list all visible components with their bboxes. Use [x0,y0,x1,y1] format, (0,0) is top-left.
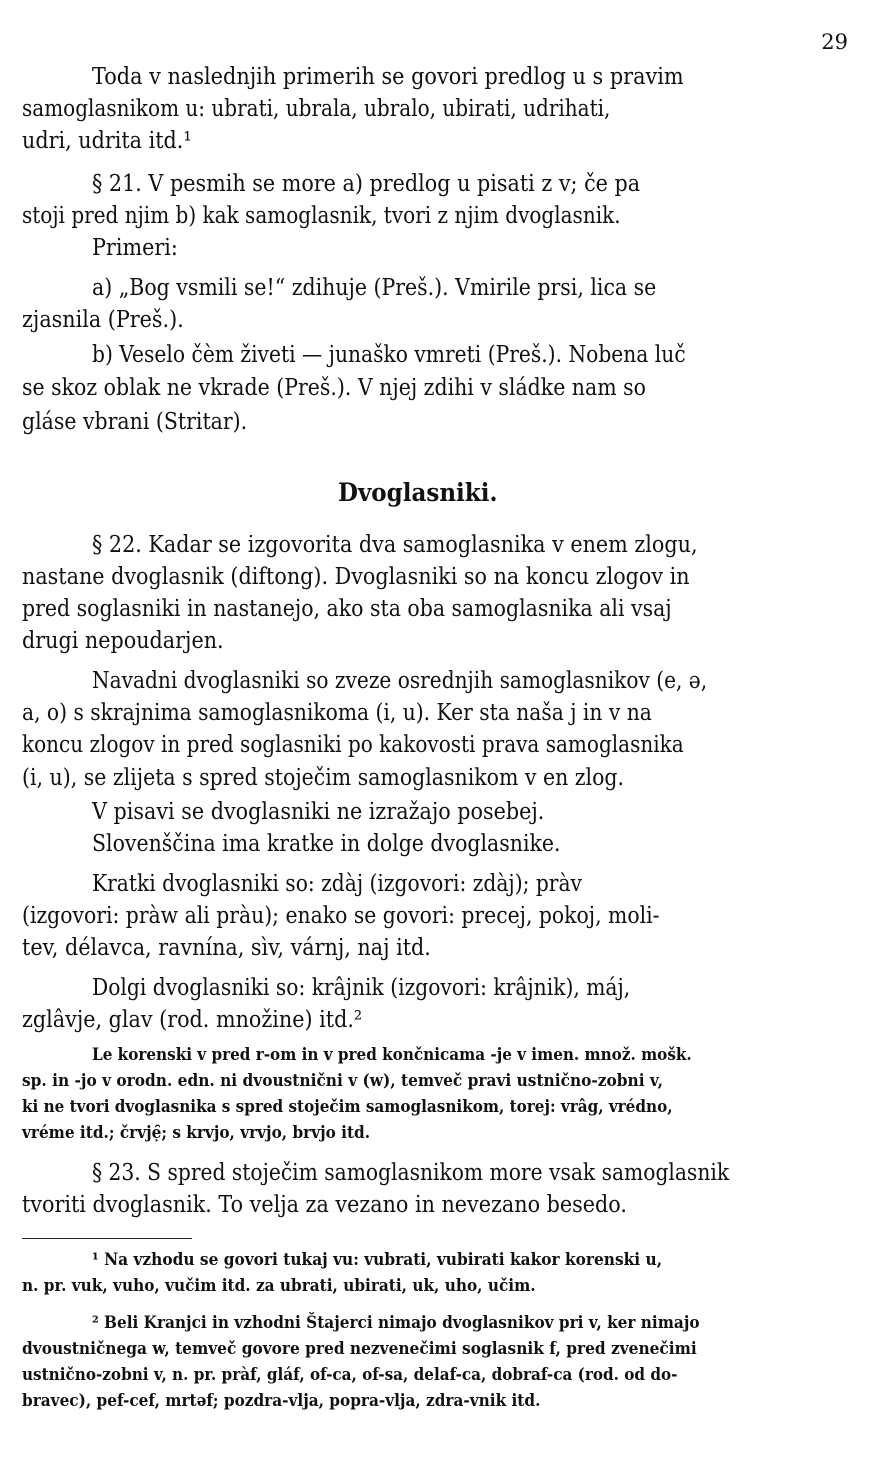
text-line: (izgovori: pràw ali pràu); enako se govori: precej, pokoj, moli- [22,903,660,929]
text-line: stoji pred njim b) kak samoglasnik, tvori z njim dvoglasnik. [22,203,621,229]
text-line: Navadni dvoglasniki so zveze osrednjih samoglasnikov (e, ə, [92,668,708,694]
text-line: Kratki dvoglasniki so: zdàj (izgovori: zdàj); pràv [92,871,582,897]
text-line: se skoz oblak ne vkrade (Preš.). V njej zdihi v sládke nam so [22,375,646,401]
text-line: a, o) s skrajnima samoglasnikoma (i, u). Ker sta naša j in v na [22,700,652,726]
note-line: vréme itd.; črvjẹ̑; s krvjo, vrvjo, brvjo itd. [22,1123,371,1143]
text-line: tev, délavca, ravnína, sìv, várnj, naj itd. [22,935,431,961]
text-line: b) Veselo čèm živeti — junaško vmreti (Preš.). Nobena luč [92,342,686,368]
text-line: (i, u), se zlijeta s spred stoječim samoglasnikom v en zlog. [22,765,625,791]
text-line: § 23. S spred stoječim samoglasnikom more vsak samoglasnik [92,1160,730,1186]
text-line: a) „Bog vsmili se!“ zdihuje (Preš.). Vmirile prsi, lica se [92,275,657,301]
text-line: zjasnila (Preš.). [22,307,184,333]
text-line: samoglasnikom u: ubrati, ubrala, ubralo, ubirati, udrihati, [22,96,611,122]
text-line: V pisavi se dvoglasniki ne izražajo posebej. [92,799,545,825]
footnote-line: ¹ Na vzhodu se govori tukaj vu: vubrati, vubirati kakor korenski u, [92,1250,663,1270]
section-heading: Dvoglasniki. [338,478,498,507]
text-line: Slovenščina ima kratke in dolge dvoglasnike. [92,831,561,857]
note-line: ki ne tvori dvoglasnika s spred stoječim samoglasnikom, torej: vrâg, vrédno, [22,1097,673,1117]
footnote-line: dvoustničnega w, temveč govore pred nezvenečimi soglasnik f, pred zvenečimi [22,1339,697,1359]
text-line: pred soglasniki in nastanejo, ako sta oba samoglasnika ali vsaj [22,596,672,622]
text-line: koncu zlogov in pred soglasniki po kakovosti prava samoglasnika [22,732,684,758]
text-line: gláse vbrani (Stritar). [22,409,248,435]
text-line: tvoriti dvoglasnik. To velja za vezano in nevezano besedo. [22,1192,627,1218]
text-line: § 22. Kadar se izgovorita dva samoglasnika v enem zlogu, [92,532,698,558]
text-line: Dolgi dvoglasniki so: krâjnik (izgovori: krâjnik), máj, [92,975,631,1001]
footnote-line: ustnično-zobni v, n. pr. pràf, gláf, of-ca, of-sa, delaf-ca, dobraf-ca (rod. od do- [22,1365,678,1385]
footnote-line: ² Beli Kranjci in vzhodni Štajerci nimajo dvoglasnikov pri v, ker nimajo [92,1313,700,1333]
text-line: udri, udrita itd.¹ [22,128,192,154]
text-line: drugi nepoudarjen. [22,628,224,654]
page-number: 29 [821,30,848,54]
footnote-line: bravec), pef-cef, mrtəf; pozdra-vlja, popra-vlja, zdra-vnik itd. [22,1391,541,1411]
note-line: sp. in -jo v orodn. edn. ni dvoustnični v (w), temveč pravi ustnično-zobni v, [22,1071,663,1091]
text-line: Primeri: [92,235,178,261]
text-line: nastane dvoglasnik (diftong). Dvoglasniki so na koncu zlogov in [22,564,690,590]
text-line: Toda v naslednjih primerih se govori predlog u s pravim [92,64,684,90]
note-line: Le korenski v pred r-om in v pred končnicama -je v imen. množ. mošk. [92,1045,692,1065]
footnote-line: n. pr. vuk, vuho, vučim itd. za ubrati, ubirati, uk, uho, učim. [22,1276,536,1296]
footnote-rule [22,1238,192,1239]
text-line: zglâvje, glav (rod. množine) itd.² [22,1007,363,1033]
text-line: § 21. V pesmih se more a) predlog u pisati z v; če pa [92,171,641,197]
